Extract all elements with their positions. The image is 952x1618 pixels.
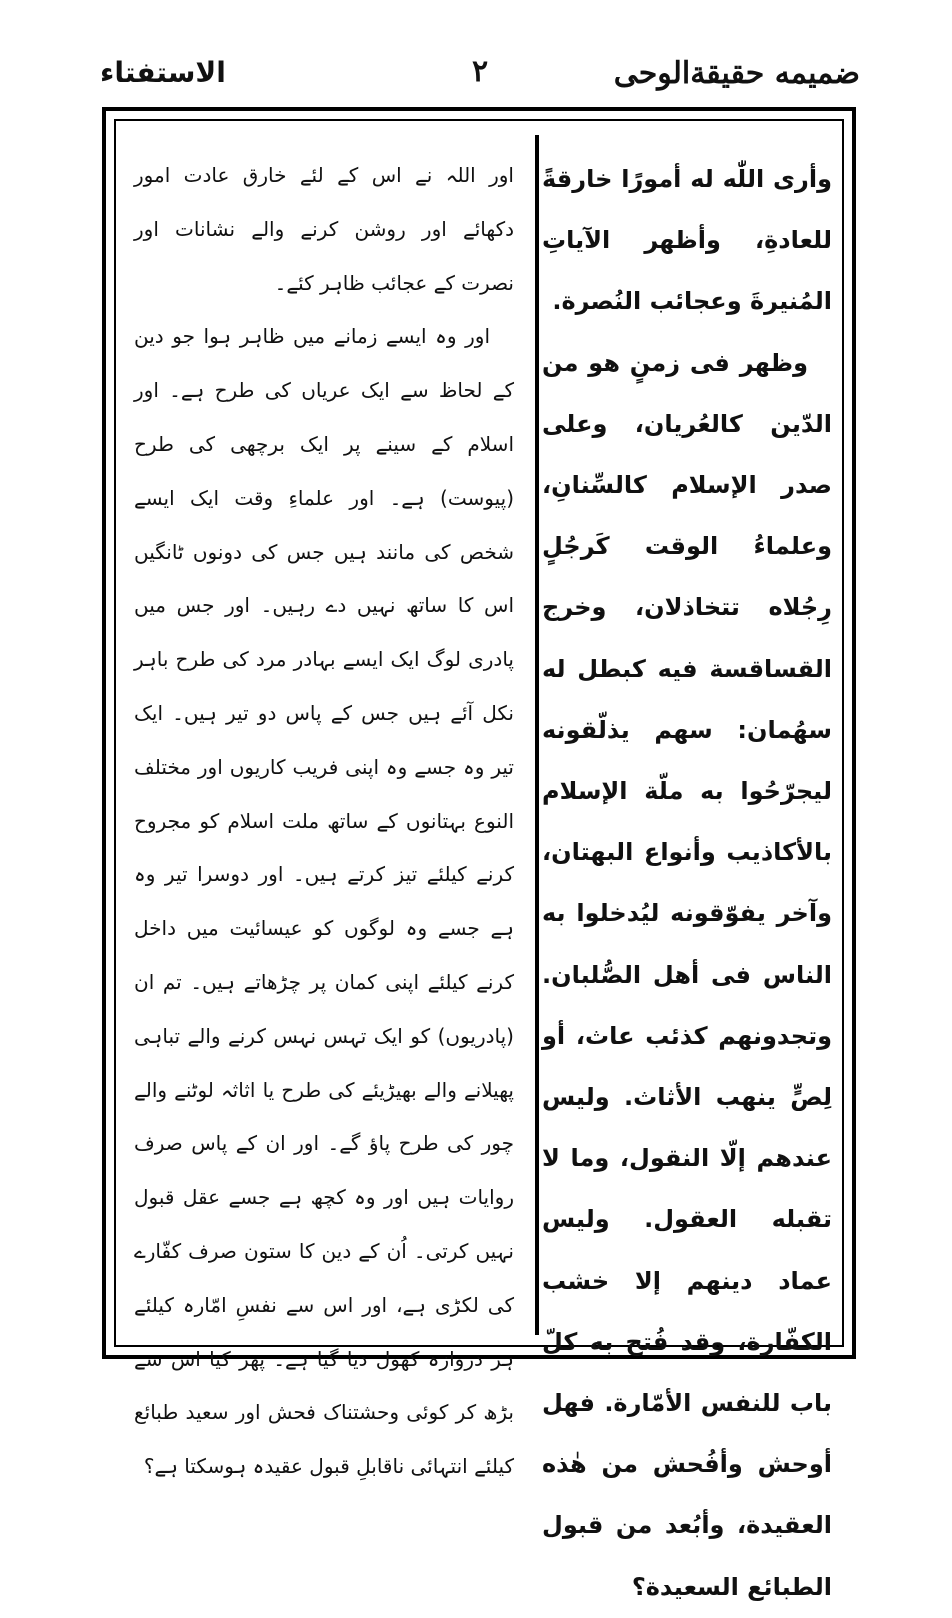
book-title: ضميمه حقيقةالوحى — [613, 56, 860, 91]
column-divider — [535, 135, 539, 1335]
arabic-paragraph-1: وأرى اللّٰه له أمورًا خارقةً للعادةِ، وأظهر الآياتِ المُنيرةَ وعجائب النُصرة. — [542, 165, 832, 316]
page-header — [100, 50, 860, 102]
arabic-column — [542, 149, 832, 1618]
urdu-paragraph-2: اور وہ ایسے زمانے میں ظاہر ہوا جو دین کے لحاظ سے ایک عریاں کی طرح ہے۔ اور اسلام کے سینے پر ایک برچھی کی طرح (پیوست) ہے۔ اور علماءِ وقت ایک ایسے شخص کی مانند ہیں جس کی دونوں ٹانگیں اس کا ساتھ نہیں دے رہیں۔ اور جس میں پادری لوگ ایک ایسے بہادر مرد کی طرح باہر نکل آئے ہیں جس کے پاس دو تیر ہیں۔ ایک تیر وہ جسے وہ اپنی فریب کاریوں اور مختلف النوع بہتانوں کے ساتھ ملت اسلام کو مجروح کرنے کیلئے تیز کرتے ہیں۔ اور دوسرا تیر وہ ہے جسے وہ لوگوں کو عیسائیت میں داخل کرنے کیلئے اپنی کمان پر چڑھاتے ہیں۔ تم ان (پادریوں) کو ایک تہس نہس کرنے والے تباہی پھیلانے والے بھیڑیئے کی طرح یا اثاثہ لوٹنے والے چور کی طرح پاؤ گے۔ اور ان کے پاس صرف روایات ہیں اور وہ کچھ ہے جسے عقل قبول نہیں کرتی۔ اُن کے دین کا ستون صرف کفّارے کی لکڑی ہے، اور اس سے نفسِ امّارہ کیلئے ہر دروازہ کھول دیا گیا ہے۔ پھر کیا اس سے بڑھ کر کوئی وحشتناک فحش اور سعید طبائع کیلئے انتہائی ناقابلِ قبول عقیدہ ہوسکتا ہے؟ — [134, 324, 514, 1479]
urdu-column — [134, 149, 514, 1494]
page-number: ۲ — [471, 54, 489, 89]
page-frame-outer — [102, 107, 856, 1601]
section-title: الاستفتاء — [100, 56, 226, 89]
page-frame-inner — [114, 119, 844, 1601]
urdu-paragraph-1: اور اللہ نے اس کے لئے خارق عادت امور دکھائے اور روشن کرنے والے نشانات اور نصرت کے عجائب ظاہر کئے۔ — [134, 163, 514, 295]
arabic-paragraph-2: وظهر فى زمنٍ هو من الدّين كالعُريان، وعلى صدر الإسلام كالسِّنانِ، وعلماءُ الوقت كَرجُلٍ رِجُلاه تتخاذلان، وخرج القساقسة فيه كبطل له سهُمان: سهم يذلّقونه ليجرّحُوا به ملّة الإسلام بالأكاذيب وأنواع البهتان، وآخر يفوّقونه ليُدخلوا به الناس فى أهل الصُّلبان. وتجدونهم كذئب عاث، أو لِصٍّ ينهب الأثاث. وليس عندهم إلّا النقول، وما لا تقبله العقول. وليس عماد دينهم إلا خشب الكفّارة، وقد فُتح به كلّ باب للنفس الأمّارة. فهل أوحش وأفُحش من هٰذه العقيدة، وأبُعد من قبول الطبائع السعيدة؟ — [542, 348, 832, 1601]
